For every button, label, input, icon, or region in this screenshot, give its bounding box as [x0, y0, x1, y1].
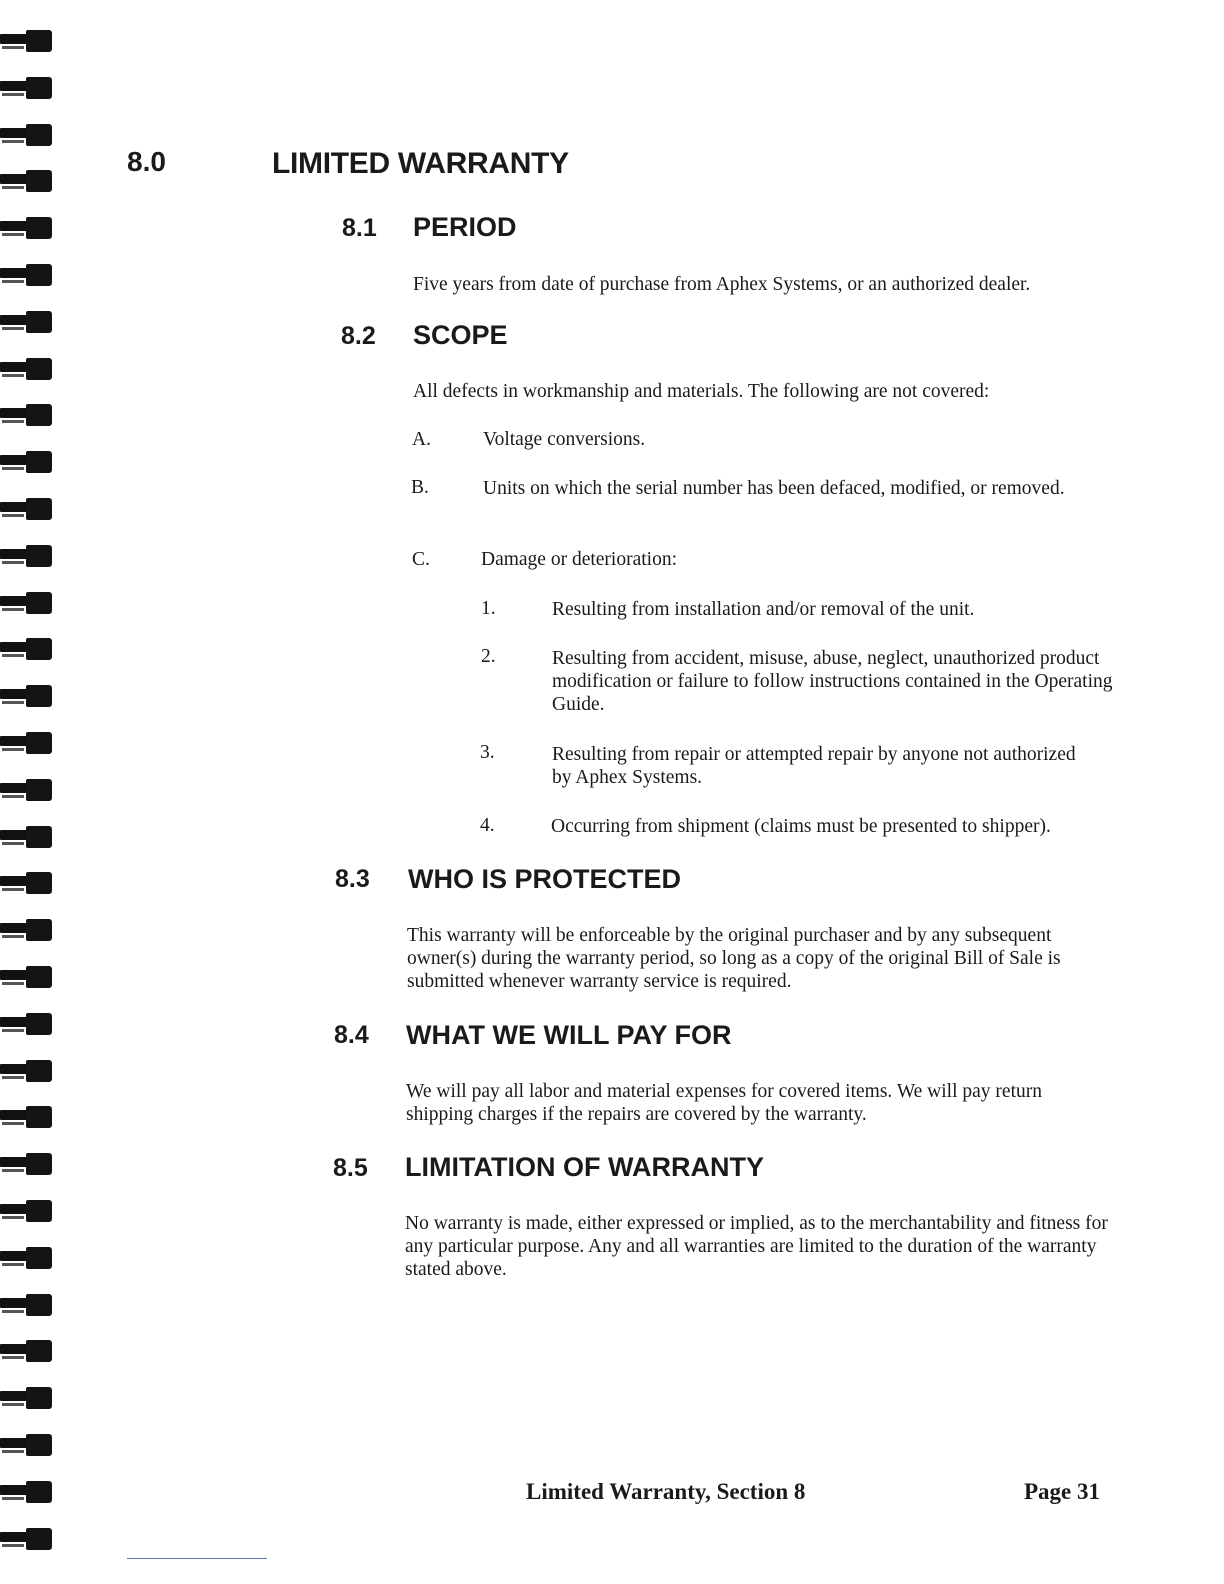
section-number-pay: 8.4 [334, 1021, 369, 1049]
subitem-label-1: 1. [481, 598, 496, 619]
chapter-number: 8.0 [127, 146, 166, 177]
section-number-limitation: 8.5 [333, 1154, 368, 1182]
binding-ring [0, 1013, 54, 1035]
subitem-text-4: Occurring from shipment (claims must be presented to shipper). [551, 816, 1051, 837]
binding-ring [0, 311, 54, 333]
period-text: Five years from date of purchase from Aphex Systems, or an authorized dealer. [413, 274, 1031, 295]
footer-section-label: Limited Warranty, Section 8 [526, 1479, 806, 1504]
spiral-binding [0, 0, 60, 1584]
scope-item-label-c: C. [412, 549, 430, 570]
binding-ring [0, 826, 54, 848]
binding-ring [0, 358, 54, 380]
binding-ring [0, 170, 54, 192]
binding-ring [0, 1200, 54, 1222]
scope-item-label-a: A. [412, 429, 431, 450]
bottom-rule [127, 1558, 267, 1559]
binding-ring [0, 1387, 54, 1409]
binding-ring [0, 872, 54, 894]
subitem-label-4: 4. [480, 815, 495, 836]
subitem-label-2: 2. [481, 646, 496, 667]
binding-ring [0, 1481, 54, 1503]
section-title-pay: WHAT WE WILL PAY FOR [406, 1020, 732, 1050]
binding-ring [0, 685, 54, 707]
binding-ring [0, 1153, 54, 1175]
chapter-title: LIMITED WARRANTY [272, 147, 569, 180]
binding-ring [0, 779, 54, 801]
binding-ring [0, 919, 54, 941]
section-title-period: PERIOD [413, 212, 517, 242]
section-title-limitation: LIMITATION OF WARRANTY [405, 1152, 764, 1182]
scope-intro: All defects in workmanship and materials. The following are not covered: [413, 381, 990, 402]
binding-ring [0, 592, 54, 614]
binding-ring [0, 1528, 54, 1550]
section-title-protected: WHO IS PROTECTED [408, 864, 682, 894]
subitem-label-3: 3. [480, 742, 495, 763]
pay-text: We will pay all labor and material expenses for covered items. We will pay return shipping charges if the repairs are covered by the warranty. [406, 1081, 1042, 1125]
binding-ring [0, 264, 54, 286]
scope-item-text-b: Units on which the serial number has been defaced, modified, or removed. [483, 478, 1065, 499]
section-number-period: 8.1 [342, 214, 377, 242]
binding-ring [0, 1106, 54, 1128]
subitem-text-1: Resulting from installation and/or removal of the unit. [552, 599, 975, 620]
binding-ring [0, 1340, 54, 1362]
binding-ring [0, 217, 54, 239]
binding-ring [0, 1247, 54, 1269]
binding-ring [0, 732, 54, 754]
section-number-scope: 8.2 [341, 322, 376, 350]
subitem-text-3: Resulting from repair or attempted repair by anyone not authorized by Aphex Systems. [552, 744, 1076, 788]
limitation-text: No warranty is made, either expressed or implied, as to the merchantability and fitness for any particular purpose. Any and all warranties are limited to the duration of the warranty stated above. [405, 1213, 1108, 1280]
scope-item-label-b: B. [411, 477, 429, 498]
scope-item-text-a: Voltage conversions. [483, 429, 646, 450]
binding-ring [0, 966, 54, 988]
section-title-scope: SCOPE [413, 320, 508, 350]
binding-ring [0, 1294, 54, 1316]
binding-ring [0, 30, 54, 52]
protected-text: This warranty will be enforceable by the original purchaser and by any subsequent owner(s) during the warranty period, so long as a copy of the original Bill of Sale is submitted whenever warranty service is required. [407, 925, 1061, 992]
binding-ring [0, 1434, 54, 1456]
binding-ring [0, 124, 54, 146]
binding-ring [0, 545, 54, 567]
section-number-protected: 8.3 [335, 865, 370, 893]
binding-ring [0, 498, 54, 520]
binding-ring [0, 1060, 54, 1082]
subitem-text-2: Resulting from accident, misuse, abuse, neglect, unauthorized product modification or failure to follow instructions contained in the Operating Guide. [552, 648, 1113, 715]
binding-ring [0, 638, 54, 660]
scope-item-text-c: Damage or deterioration: [481, 549, 677, 570]
binding-ring [0, 77, 54, 99]
footer-page-label: Page 31 [1024, 1479, 1101, 1504]
binding-ring [0, 404, 54, 426]
binding-ring [0, 451, 54, 473]
